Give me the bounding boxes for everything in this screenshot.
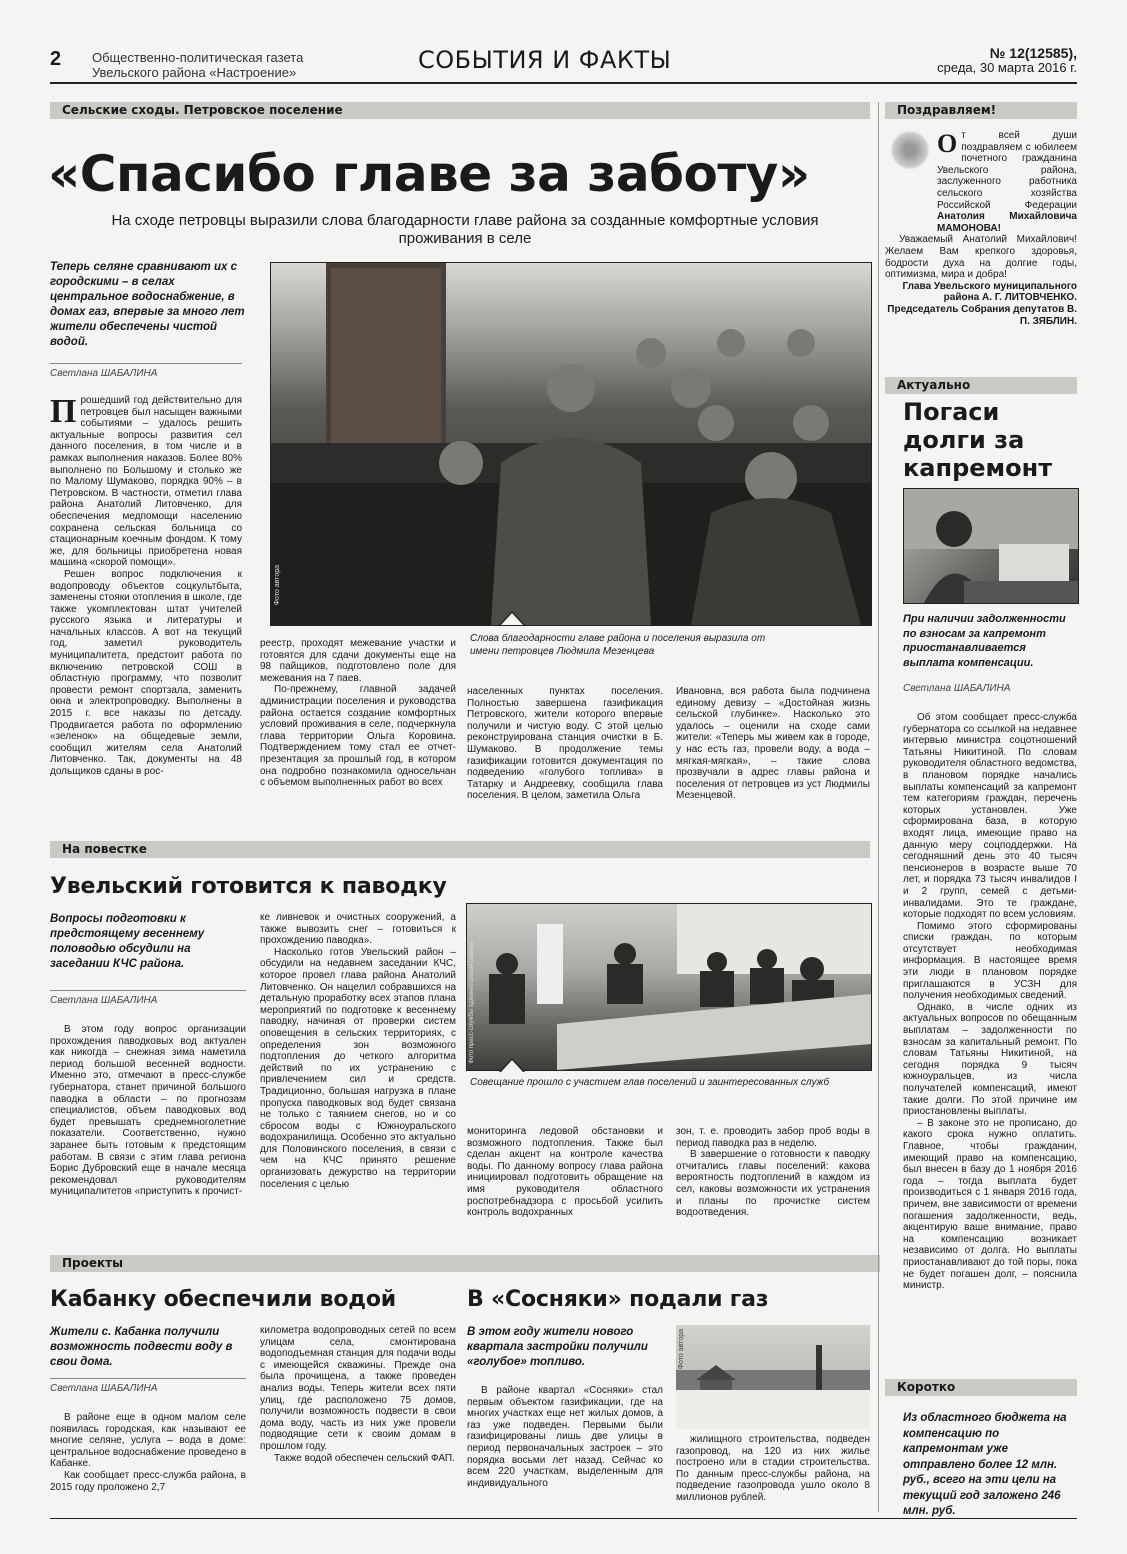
paragraph: В районе квартал «Сосняки» стал первым объектом газификации, где на многих участках еще нет жилых домов, а газ уже подведен. Первыми были газифицированы лишь две улицы в период первоначальных застроек – это порядка восьми лет назад. Сейчас ко всем 220 участкам, выделенным для индивидуального [467, 1385, 663, 1489]
column-divider [878, 102, 879, 1512]
subheadline: На сходе петровцы выразили слова благодарности главе района за созданные комфортные условия проживания в селе [111, 212, 819, 247]
dropcap: П [50, 395, 77, 430]
paragraph: мониторинга ледовой обстановки и возможного подтопления. Также был сделан акцент на контроле качества воды. По данному вопросу глава района инициировал подготовить обращение на имя руководителя областного роспотребнадзора с просьбой усилить контроль водохранных [467, 1126, 663, 1219]
section-label: Актуально [885, 377, 1077, 394]
signature: Глава Увельского муниципального района А. Г. ЛИТОВЧЕНКО. [902, 280, 1077, 304]
publication-line-1: Общественно-политическая газета [92, 50, 304, 65]
paragraph: В районе еще в одном малом селе появилась городская, как называют ее многие селяне, услуга – вода в доме: центральное водоснабжение проведено в Кабанке. [50, 1412, 246, 1470]
paragraph: – В законе это не прописано, до какого срока нужно оплатить. Главное, чтобы гражданин, имеющий право на компенсацию, был внесен в базу до 1 ноября 2016 года – тогда выплата будет производиться с 1 января 2016 года, причем, вне зависимости от времени погашения задолженности, ведь, акцентирую ваше внимание, право на компенсацию возникает независимо от долга. Но выплаты приостанавливают до той поры, пока не будет погашен долг, – пояснила министр. [903, 1117, 1077, 1292]
paragraph: Ивановна, вся работа была подчинена единому девизу – «Достойная жизнь сельской глубинке». Насколько это удалось – оценили на сходе сами жители: «Теперь мы живем как в городе, у нас есть газ, провели воду, а вода – мягкая-мягкая», – такие слова прозвучали в адрес главы района и поселения от петровцев из уст Людмилы Мезенцевой. [676, 686, 870, 802]
photo-credit: Фото автора [678, 1329, 685, 1370]
signature: Председатель Собрания депутатов В. П. ЗЯБЛИН. [887, 303, 1077, 327]
paragraph: Однако, в числе одних из актуальных вопросов по обещанным выплатам – задолженности по взносам за капитальный ремонт. По словам Татьяны Никитиной, на сегодня порядка 9 тысяч южноуральцев, из числа получателей компенсаций, имеют такие долги. По этой причине им приостановлены выплаты. [903, 1001, 1077, 1118]
article-column-1 [467, 1385, 663, 1510]
honoree-name: Анатолия Михайловича МАМОНОВА! [937, 211, 1077, 234]
byline: Светлана ШАБАЛИНА [50, 995, 158, 1006]
paragraph: Решен вопрос подключения к водопроводу объектов соцкультбыта, заменены стояки отопления в школе, где также укомплектован штат учителей русского языка и литературы и начальных классов. А вот на текущий год, заметил руководитель муниципалитета, предстоит работа по включению петровской СОШ в областную программу, что позволит провести ремонт спортзала, заменить окна и электропроводку. Выполнены в 2015 г. все наказы по детсаду. Продвигается работа по оформлению «зеленок» на общедевые земли, сообщил жителям села Анатолий Литовченко. Так, документы на 48 дольщиков сданы в рос- [50, 568, 242, 777]
paragraph: населенных пунктах поселения. Полностью завершена газификация Петровского, жители которого впервые получили и чистую воду. С этой целью реконструирована станция очистки в Б. Шумаково. В продолжение темы газификации готовится документация по подведению «голубого топлива» в Татарку и Андреевку, сообщила глава поселения. В целом, заметила Ольга [467, 686, 663, 802]
section-label: Сельские сходы. Петровское поселение [50, 102, 870, 119]
issue-number: № 12(12585), [989, 45, 1077, 61]
commission-meeting-illustration [467, 904, 871, 1070]
article-column-2 [260, 1325, 456, 1510]
article-column-3 [467, 1126, 663, 1236]
section-label: Проекты [50, 1255, 880, 1272]
divider [50, 363, 242, 364]
office-photo [903, 488, 1079, 604]
office-photo-illustration [904, 489, 1078, 603]
publication-name [92, 50, 303, 80]
photo-caption: Слова благодарности главе района и поселения выразила от имени петровцев Людмила Мезенцева [470, 633, 766, 657]
section-label: На повестке [50, 841, 870, 858]
paragraph: т всей души поздравляем с юбилеем почетного гражданина Увельского района, заслуженного работника сельского хозяйства Российской Федерации [937, 130, 1077, 211]
paragraph: ке ливневок и очистных сооружений, а также вывозить снег – готовиться к прохождению паводка». [260, 912, 456, 947]
article-column-2 [676, 1434, 870, 1510]
congratulations-text [885, 130, 1077, 352]
paragraph: реестр, проходят межевание участки и готовятся для сдачи документы еще на 98 пайщиков, подготовлено поле для межевания на 7 паев. [260, 638, 456, 684]
paragraph: Помимо этого сформированы списки граждан, по которым отсутствует необходимая информация. В настоящее время эти люди в плановом порядке приглашаются в УСЗН для получения необходимых сведений. [903, 920, 1077, 1002]
paragraph: зон, т. е. проводить забор проб воды в период паводка раз в неделю. [676, 1126, 870, 1149]
article-column-2 [260, 912, 456, 1234]
article-lead: В этом году жители нового квартала застройки получили «голубое» топливо. [467, 1326, 648, 1368]
page-number: 2 [50, 48, 62, 70]
article-column-4 [676, 1126, 870, 1236]
article-column-1 [50, 1024, 246, 1234]
photo-caption: Совещание прошло с участием глав поселений и заинтересованных служб [470, 1077, 830, 1088]
meeting-photo [270, 262, 872, 626]
headline: Погаси долги за капремонт [903, 398, 1053, 482]
paragraph: Также водой обеспечен сельский ФАП. [274, 1452, 455, 1464]
article-column-2 [260, 638, 456, 838]
article-column-4 [676, 686, 870, 836]
section-label: Коротко [885, 1379, 1077, 1396]
article-lead: При наличии задолженности по взносам за капремонт приостанавливается выплата компенсации. [903, 613, 1066, 669]
short-news-text: Из областного бюджета на компенсацию по капремонтам уже отправлено более 12 млн. руб., всего на эти цели на текущий год заложено 246 млн. руб. [903, 1412, 1067, 1517]
article-body [903, 712, 1077, 1352]
village-photo [676, 1325, 870, 1429]
photo-credit: Фото пресс-службы администрации района [469, 942, 475, 1064]
paragraph: километра водопроводных сетей по всем улицам села, смонтирована водоподъемная станция для подачи воды с имеющейся скважины. Прежде она была прочищена, а также проведен анализ воды. Теперь жители всех пяти улиц, где расположено 75 домов, получили возможность подвести в свои дома воду, часть из них уже провели подводящие сети к своим домам в прошлом году. [260, 1325, 456, 1452]
paragraph: жилищного строительства, подведен газопровод, на 120 из них жилье построено или в стадии строительства. По данным пресс-службы района, на подведение газопровода ушло около 8 миллионов рублей. [676, 1434, 870, 1503]
article-column-1 [50, 1412, 246, 1508]
paragraph: Об этом сообщает пресс-служба губернатора со ссылкой на недавнее интервью министра соцотношений Татьяны Никитиной. По словам руководителя областного ведомства, в плановом порядке начались выплаты компенсаций за капремонт тем категориям граждан, перечень которых установлен. Уже сформирована база, в которую входят лица, имеющие право на данную меру соцподдержки. На сегодняшний день это 40 тысяч пенсионеров в возрасте выше 70 лет, и порядка 73 тысяч инвалидов I и 2 групп, семей с детьми-инвалидами. Это те граждане, которые подходят по всем условиям. [903, 712, 1077, 921]
divider [50, 990, 246, 991]
article-column-3 [467, 686, 663, 836]
paragraph: В этом году вопрос организации прохождения паводковых вод актуален как никогда – снежная зима наметила период большой весенней водности. Именно это, отмечают в пресс-службе губернатора, станет причиной большого паводка в области – по прогнозам специалистов, объем паводковых вод будет превышать среднемноголетние показатели. Соответственно, нужно заранее быть готовым к предстоящим работам. В связи с этим глава региона Борис Дубровский еще в начале месяца рекомендовал руководителям муниципалитетов «приступить к прочист- [50, 1024, 246, 1198]
byline: Светлана ШАБАЛИНА [50, 1383, 158, 1394]
article-column-1 [50, 395, 242, 840]
paragraph: рошедший год действительно для петровцев был насыщен важными событиями – удалось решить актуальные вопросы развития сел данного поселения, в том числе и в рамках выполнения наказов. Более 80% выполнено по Большому и столько же по Малому Шумаково, порядка 90% – в Петровском. В частности, отметил глава района Анатолий Литовченко, для обеспечения медпомощи населению сохранена сельская больница со стационарным коечным фондом. К тому же, для больницы приобретена новая машина «скорой помощи». [50, 395, 242, 569]
paragraph: Насколько готов Увельский район – обсудили на недавнем заседании КЧС, которое провел глава района Анатолий Литовченко. Он нацелил собравшихся на детальную проработку всех этапов плана мероприятий по подготовке к весеннему паводку, начиная от проверки систем оповещения в сельских территориях, с определения зон возможного подтопления до четкого алгоритма действий по их устранению с привлечением сил и средств. Традиционно, большая нагрузка в плане пропуска паводковых вод будет связана не только с таянием снегов, но и со сбросом воды с Южноуральского водохранилища. Особенно это актуально для Половинского поселения, в связи с чем на КЧС принято решение организовать дежурство на территории поселения с целью [260, 946, 456, 1190]
article-lead: Жители с. Кабанка получили возможность подвести воду в свои дома. [50, 1326, 233, 1368]
masthead-rule [50, 82, 1077, 84]
byline: Светлана ШАБАЛИНА [50, 368, 158, 379]
village-photo-illustration [676, 1325, 870, 1429]
paragraph: Как сообщает пресс-служба района, в 2015 году проложено 2,7 [50, 1469, 246, 1493]
meeting-photo-illustration [271, 263, 871, 625]
caption-pointer-inner [501, 1060, 523, 1072]
section-title: СОБЫТИЯ И ФАКТЫ [418, 46, 672, 74]
headline: Увельский готовится к паводку [50, 874, 447, 899]
article-lead: Теперь селяне сравнивают их с городскими – в селах центральное водоснабжение, в домах газ, впервые за много лет жители обеспечены чистой водой. [50, 261, 245, 348]
headline: Кабанку обеспечили водой [50, 1287, 396, 1312]
caption-pointer-inner [501, 613, 523, 625]
headline: «Спасибо главе за заботу» [48, 145, 810, 203]
article-lead: Вопросы подготовки к предстоящему весеннему половодью обсудили на заседании КЧС района. [50, 913, 205, 970]
paragraph: В завершение о готовности к паводку отчитались главы поселений: какова вероятность подтоплений в каждом из сел, каковы возможности их устранения и планы по прочистке систем водоотведения. [676, 1149, 870, 1219]
dropcap: О [937, 130, 958, 158]
issue-date: среда, 30 марта 2016 г. [937, 60, 1077, 75]
paragraph: По-прежнему, главной задачей администрации поселения и руководства района остается создание комфортных условий проживания в селе, подчеркнула глава территории Ольга Коровина. Подтверждением тому стал ее отчет-презентация за прошлый год, в котором она подробно познакомила односельчан с объемом выполненных работ во всех [260, 684, 456, 789]
section-label: Поздравляем! [885, 102, 1077, 119]
byline: Светлана ШАБАЛИНА [903, 683, 1011, 694]
page-bottom-rule [50, 1518, 1077, 1519]
photo-credit: Фото автора [274, 564, 281, 605]
headline: В «Сосняки» подали газ [467, 1287, 769, 1312]
commission-meeting-photo [466, 903, 872, 1071]
publication-line-2: Увельского района «Настроение» [92, 65, 297, 80]
paragraph: Уважаемый Анатолий Михайлович! Желаем Вам крепкого здоровья, бодрости духа на долгие годы, оптимизма, мира и добра! [885, 234, 1077, 281]
divider [50, 1378, 246, 1379]
